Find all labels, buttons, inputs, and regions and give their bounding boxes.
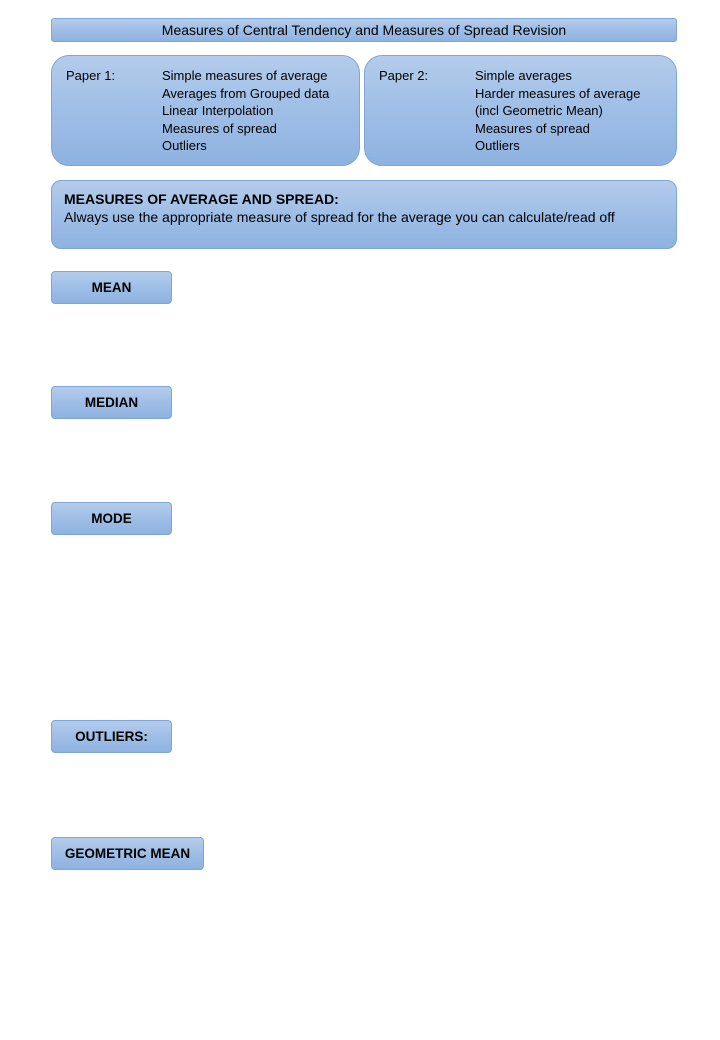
average-spread-heading: MEASURES OF AVERAGE AND SPREAD:	[64, 191, 339, 207]
section-label-mean-text: MEAN	[91, 280, 132, 295]
section-label-geometric-mean-text: GEOMETRIC MEAN	[64, 846, 191, 861]
section-label-outliers-text: OUTLIERS:	[75, 729, 148, 744]
paper-2-topic: (incl Geometric Mean)	[475, 103, 603, 119]
page-title	[51, 18, 677, 42]
section-label-median-text: MEDIAN	[84, 395, 139, 410]
paper-1-label: Paper 1:	[66, 68, 116, 83]
paper-2-label: Paper 2:	[379, 68, 429, 83]
average-spread-text: Always use the appropriate measure of spread for the average you can calculate/read off	[64, 209, 615, 225]
paper-1-topic-list	[162, 67, 329, 155]
paper-2-topic: Outliers	[475, 138, 520, 154]
page-title-text: Measures of Central Tendency and Measures of Spread Revision	[161, 22, 567, 38]
paper-2-topic: Measures of spread	[475, 120, 590, 136]
average-spread-box	[51, 180, 677, 249]
paper-2-topic-list	[475, 67, 640, 155]
paper-2-topic: Simple averages	[475, 68, 572, 83]
paper-1-box	[51, 55, 360, 166]
section-label-outliers	[51, 720, 172, 753]
paper-1-topic: Linear Interpolation	[162, 103, 274, 119]
paper-1-topic: Outliers	[162, 138, 207, 154]
paper-1-topic: Simple measures of average	[162, 68, 328, 83]
section-label-mode-text: MODE	[91, 511, 132, 526]
paper-1-topic: Averages from Grouped data	[162, 85, 330, 101]
paper-1-topic: Measures of spread	[162, 120, 277, 136]
section-label-median	[51, 386, 172, 419]
paper-2-topic: Harder measures of average	[475, 85, 641, 101]
paper-2-box	[364, 55, 677, 166]
section-label-mode	[51, 502, 172, 535]
section-label-geometric-mean	[51, 837, 204, 870]
section-label-mean	[51, 271, 172, 304]
